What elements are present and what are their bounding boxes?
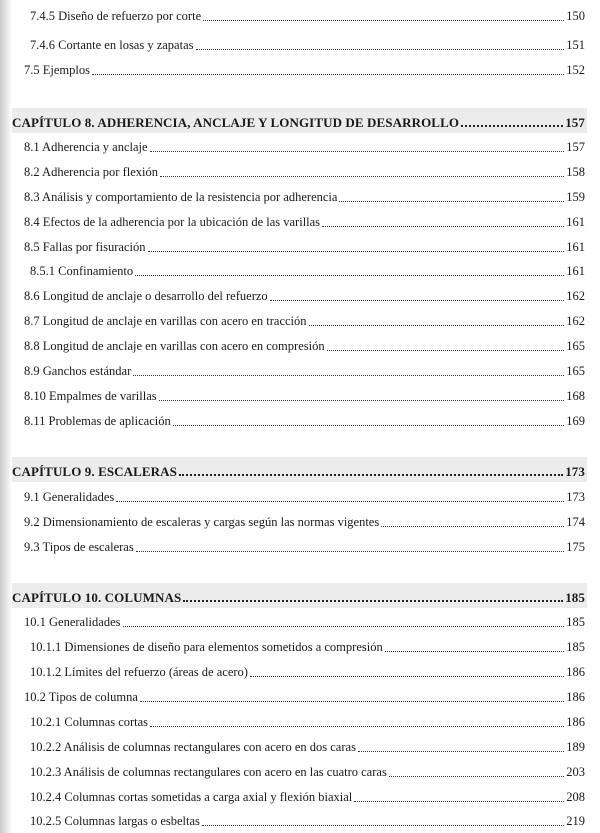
- toc-entry-label: 8.5.1 Confinamiento: [30, 264, 134, 278]
- dot-leader: [270, 300, 565, 301]
- toc-page-number: 175: [566, 540, 585, 554]
- toc-page-number: 152: [566, 63, 585, 77]
- toc-entry-label: 10.2.1 Columnas cortas: [30, 715, 149, 729]
- dot-leader: [461, 125, 563, 127]
- dot-leader: [123, 626, 565, 627]
- toc-entry[interactable]: [30, 637, 585, 655]
- toc-entry-label: 8.9 Ganchos estándar: [24, 364, 132, 378]
- toc-entry[interactable]: [24, 137, 585, 155]
- toc-page-number: 203: [566, 765, 585, 779]
- toc-entry-label: 8.7 Longitud de anclaje en varillas con acero en tracción: [24, 314, 307, 328]
- dot-leader: [196, 49, 565, 50]
- toc-entry-label: CAPÍTULO 9. ESCALERAS: [12, 464, 177, 479]
- toc-entry-label: 9.1 Generalidades: [24, 490, 115, 504]
- toc-entry-label: 10.2.2 Análisis de columnas rectangulares con acero en dos caras: [30, 740, 356, 754]
- dot-leader: [339, 201, 564, 202]
- toc-page-number: 174: [566, 515, 585, 529]
- toc-entry-label: 9.3 Tipos de escaleras: [24, 540, 134, 554]
- dot-leader: [148, 251, 565, 252]
- toc-entry-label: 8.2 Adherencia por flexión: [24, 165, 158, 179]
- toc-page-number: 189: [566, 740, 585, 754]
- dot-leader: [385, 651, 565, 652]
- toc-entry[interactable]: [30, 811, 585, 829]
- toc-entry-label: 10.1 Generalidades: [24, 615, 121, 629]
- toc-entry[interactable]: [24, 487, 585, 505]
- dot-leader: [250, 676, 564, 677]
- dot-leader: [381, 526, 564, 527]
- toc-entry-label: 10.2 Tipos de columna: [24, 690, 138, 704]
- dot-leader: [202, 825, 564, 826]
- toc-chapter-entry[interactable]: [12, 112, 585, 130]
- dot-leader: [150, 151, 565, 152]
- toc-page-number: 162: [566, 289, 585, 303]
- toc-entry-label: 7.4.6 Cortante en losas y zapatas: [30, 38, 194, 52]
- toc-entry[interactable]: [30, 6, 585, 24]
- dot-leader: [133, 375, 564, 376]
- toc-entry[interactable]: [24, 336, 585, 354]
- toc-page-number: 161: [566, 215, 585, 229]
- dot-leader: [116, 501, 564, 502]
- dot-leader: [203, 20, 564, 21]
- toc-entry-label: 10.2.3 Análisis de columnas rectangulares con acero en las cuatro caras: [30, 765, 387, 779]
- toc-page-number: 186: [566, 665, 585, 679]
- dot-leader: [327, 350, 565, 351]
- toc-page-number: 168: [566, 389, 585, 403]
- toc-page-number: 157: [566, 140, 585, 154]
- toc-page-number: 159: [566, 190, 585, 204]
- dot-leader: [135, 275, 564, 276]
- toc-entry[interactable]: [24, 687, 585, 705]
- dot-leader: [159, 400, 565, 401]
- toc-entry[interactable]: [30, 712, 585, 730]
- toc-chapter-entry[interactable]: [12, 461, 585, 479]
- toc-entry[interactable]: [24, 237, 585, 255]
- toc-page-number: 151: [566, 38, 585, 52]
- toc-entry[interactable]: [24, 361, 585, 379]
- dot-leader: [160, 176, 564, 177]
- toc-entry[interactable]: [30, 261, 585, 279]
- toc-entry-label: 8.11 Problemas de aplicación: [24, 414, 171, 428]
- dot-leader: [140, 701, 564, 702]
- dot-leader: [136, 551, 565, 552]
- toc-page-number: 173: [565, 464, 585, 479]
- dot-leader: [173, 425, 565, 426]
- toc-entry[interactable]: [24, 60, 585, 78]
- dot-leader: [179, 474, 563, 476]
- toc-page-number: 158: [566, 165, 585, 179]
- toc-entry[interactable]: [24, 212, 585, 230]
- toc-entry-label: 8.1 Adherencia y anclaje: [24, 140, 148, 154]
- toc-entry[interactable]: [24, 512, 585, 530]
- toc-entry[interactable]: [30, 35, 585, 53]
- toc-chapter-entry[interactable]: [12, 587, 585, 605]
- toc-entry-label: 7.5 Ejemplos: [24, 63, 90, 77]
- page-gutter-shadow: [0, 0, 12, 833]
- toc-entry-label: 7.4.5 Diseño de refuerzo por corte: [30, 9, 202, 23]
- toc-entry-label: 9.2 Dimensionamiento de escaleras y cargas según las normas vigentes: [24, 515, 380, 529]
- toc-page-number: 208: [566, 790, 585, 804]
- toc-entry[interactable]: [30, 737, 585, 755]
- toc-entry-label: 10.2.5 Columnas largas o esbeltas: [30, 814, 200, 828]
- toc-entry[interactable]: [24, 411, 585, 429]
- toc-entry-label: CAPÍTULO 8. ADHERENCIA, ANCLAJE Y LONGITUD DE DESARROLLO: [12, 115, 460, 130]
- toc-page-number: 185: [566, 615, 585, 629]
- toc-entry-label: 8.10 Empalmes de varillas: [24, 389, 157, 403]
- toc-page-number: 185: [566, 640, 585, 654]
- dot-leader: [150, 726, 564, 727]
- toc-entry[interactable]: [30, 762, 585, 780]
- toc-page-number: 165: [566, 339, 585, 353]
- toc-page-number: 165: [566, 364, 585, 378]
- toc-page-number: 169: [566, 414, 585, 428]
- toc-entry[interactable]: [24, 612, 585, 630]
- toc-entry[interactable]: [24, 311, 585, 329]
- toc-page-number: 173: [566, 490, 585, 504]
- toc-page-number: 161: [566, 240, 585, 254]
- toc-page-number: 186: [566, 690, 585, 704]
- toc-entry[interactable]: [30, 787, 585, 805]
- toc-entry[interactable]: [24, 286, 585, 304]
- toc-entry[interactable]: [24, 187, 585, 205]
- toc-page-number: 161: [566, 264, 585, 278]
- toc-page-number: 150: [566, 9, 585, 23]
- dot-leader: [354, 801, 564, 802]
- toc-page-number: 162: [566, 314, 585, 328]
- toc-page-number: 186: [566, 715, 585, 729]
- toc-entry-label: 10.1.2 Límites del refuerzo (áreas de acero): [30, 665, 248, 679]
- toc-entry-label: 8.3 Análisis y comportamiento de la resistencia por adherencia: [24, 190, 338, 204]
- toc-entry[interactable]: [24, 537, 585, 555]
- toc-entry[interactable]: [30, 662, 585, 680]
- dot-leader: [309, 325, 565, 326]
- toc-entry-label: 8.6 Longitud de anclaje o desarrollo del refuerzo: [24, 289, 268, 303]
- dot-leader: [183, 600, 563, 602]
- dot-leader: [92, 74, 564, 75]
- toc-entry-label: CAPÍTULO 10. COLUMNAS: [12, 590, 182, 605]
- toc-entry-label: 10.1.1 Dimensiones de diseño para elementos sometidos a compresión: [30, 640, 383, 654]
- toc-entry[interactable]: [24, 386, 585, 404]
- toc-entry-label: 8.8 Longitud de anclaje en varillas con acero en compresión: [24, 339, 325, 353]
- dot-leader: [322, 226, 564, 227]
- toc-entry-label: 8.5 Fallas por fisuración: [24, 240, 146, 254]
- dot-leader: [389, 776, 564, 777]
- toc-page-number: 185: [565, 590, 585, 605]
- toc-entry[interactable]: [24, 162, 585, 180]
- dot-leader: [358, 751, 564, 752]
- toc-page-number: 157: [565, 115, 585, 130]
- toc-entry-label: 8.4 Efectos de la adherencia por la ubicación de las varillas: [24, 215, 321, 229]
- toc-entry-label: 10.2.4 Columnas cortas sometidas a carga axial y flexión biaxial: [30, 790, 353, 804]
- toc-page-number: 219: [566, 814, 585, 828]
